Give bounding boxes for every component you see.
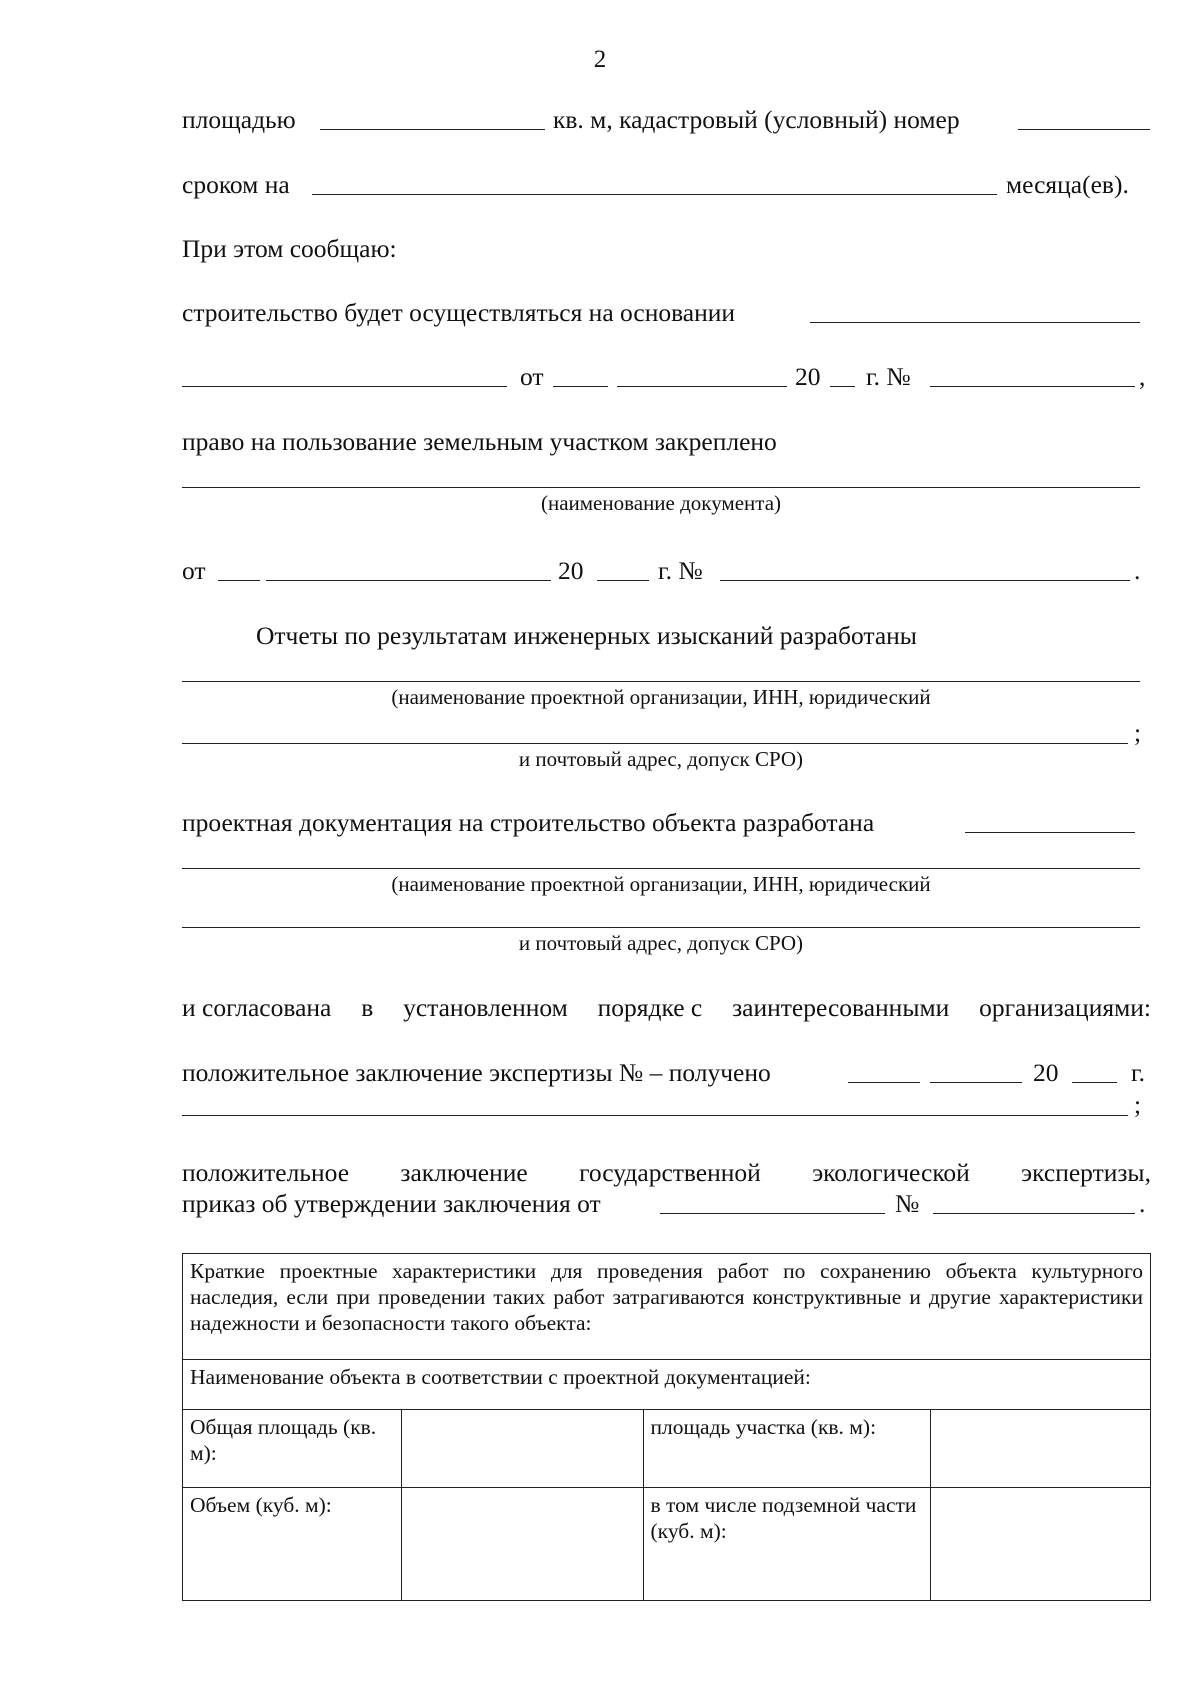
agreed-word: заинтересованными — [732, 993, 950, 1022]
basis-year-suffix: г. № — [866, 362, 911, 391]
agreed-word: в — [361, 993, 374, 1022]
eco-line-1 — [182, 1158, 1151, 1188]
eco-order-label: приказ об утверждении заключения от — [182, 1189, 601, 1218]
plot-area-value-cell[interactable] — [931, 1410, 1151, 1487]
cadastral-number-blank[interactable] — [1018, 129, 1150, 130]
underground-volume-label: в том числе подземной части (куб. м): — [643, 1487, 931, 1600]
total-area-label: Общая площадь (кв. м): — [183, 1410, 402, 1487]
design-docs-caption-2: и почтовый адрес, допуск СРО) — [518, 931, 804, 955]
area-label: площадью — [182, 105, 296, 134]
eco-word: положительное — [182, 1158, 350, 1187]
land-from: от — [182, 556, 206, 585]
basis-end: , — [1139, 362, 1146, 391]
eco-word: заключение — [400, 1158, 528, 1187]
object-name-label: Наименование объекта в соответствии с проектной документацией: — [183, 1360, 1151, 1410]
basis-document-blank[interactable] — [182, 386, 507, 387]
basis-day-blank[interactable] — [553, 386, 608, 387]
page-number: 2 — [593, 46, 607, 73]
agreed-line — [182, 993, 1151, 1023]
surveys-org-blank-2[interactable] — [182, 743, 1128, 744]
land-year-suffix: г. № — [658, 556, 703, 585]
basis-century: 20 — [795, 362, 821, 391]
eco-word: государственной — [579, 1158, 761, 1187]
land-year-blank[interactable] — [597, 580, 649, 581]
agreed-word: организациями: — [979, 993, 1151, 1022]
land-end: . — [1134, 556, 1141, 585]
eco-end: . — [1139, 1189, 1146, 1218]
cadastral-label: кв. м, кадастровый (условный) номер — [553, 105, 960, 134]
eco-word: экспертизы, — [1021, 1158, 1151, 1187]
land-right-label: право на пользование земельным участком закреплено — [182, 427, 777, 456]
expertise-day-blank[interactable] — [848, 1082, 920, 1083]
surveys-label: Отчеты по результатам инженерных изысканий разработаны — [256, 621, 917, 650]
land-right-document-blank[interactable] — [182, 487, 1140, 488]
basis-blank[interactable] — [810, 322, 1140, 323]
surveys-caption-2: и почтовый адрес, допуск СРО) — [518, 747, 804, 771]
agreed-word: установленном — [403, 993, 568, 1022]
land-century: 20 — [558, 556, 584, 585]
total-area-value-cell[interactable] — [401, 1410, 643, 1487]
basis-label: строительство будет осуществляться на основании — [182, 298, 736, 327]
expertise-month-blank[interactable] — [930, 1082, 1022, 1083]
expertise-year: г. — [1131, 1058, 1145, 1087]
plot-area-label: площадь участка (кв. м): — [643, 1410, 931, 1487]
table-intro: Краткие проектные характеристики для проведения работ по сохранению объекта культурного наследия, если при проведении таких работ затрагиваются конструктивные и другие характеристики надежности и безопасности такого объекта: — [183, 1254, 1151, 1360]
design-docs-label: проектная документация на строительство объекта разработана — [182, 808, 875, 837]
agreed-word: порядке с — [597, 993, 703, 1022]
land-number-blank[interactable] — [720, 580, 1130, 581]
surveys-end: ; — [1134, 718, 1142, 747]
basis-month-blank[interactable] — [617, 386, 787, 387]
basis-number-blank[interactable] — [930, 386, 1135, 387]
term-blank[interactable] — [312, 194, 997, 195]
land-month-blank[interactable] — [266, 580, 551, 581]
land-day-blank[interactable] — [218, 580, 260, 581]
underground-volume-value-cell[interactable] — [931, 1487, 1151, 1600]
land-right-caption: (наименование документа) — [540, 491, 782, 515]
characteristics-table — [182, 1253, 1151, 1601]
basis-year-blank[interactable] — [830, 386, 855, 387]
design-docs-blank[interactable] — [965, 832, 1135, 833]
design-docs-org-blank-1[interactable] — [182, 868, 1140, 869]
term-label: сроком на — [182, 170, 290, 199]
volume-label: Объем (куб. м): — [183, 1487, 402, 1600]
area-blank[interactable] — [320, 129, 545, 130]
expertise-century: 20 — [1033, 1058, 1059, 1087]
expertise-label: положительное заключение экспертизы № – получено — [182, 1058, 771, 1087]
report-intro: При этом сообщаю: — [182, 234, 397, 263]
design-docs-caption-1: (наименование проектной организации, ИНН, юридический — [391, 872, 931, 896]
surveys-org-blank-1[interactable] — [182, 681, 1140, 682]
basis-from: от — [520, 362, 544, 391]
design-docs-org-blank-2[interactable] — [182, 927, 1140, 928]
eco-number-sign: № — [895, 1189, 920, 1218]
surveys-caption-1: (наименование проектной организации, ИНН, юридический — [391, 685, 931, 709]
expertise-end: ; — [1134, 1090, 1142, 1119]
expertise-details-blank[interactable] — [182, 1115, 1128, 1116]
months-label: месяца(ев). — [1006, 170, 1129, 199]
expertise-year-blank[interactable] — [1072, 1082, 1117, 1083]
eco-order-date-blank[interactable] — [660, 1213, 885, 1214]
agreed-word: и согласована — [182, 993, 332, 1022]
volume-value-cell[interactable] — [401, 1487, 643, 1600]
eco-order-number-blank[interactable] — [933, 1213, 1135, 1214]
eco-word: экологической — [812, 1158, 970, 1187]
